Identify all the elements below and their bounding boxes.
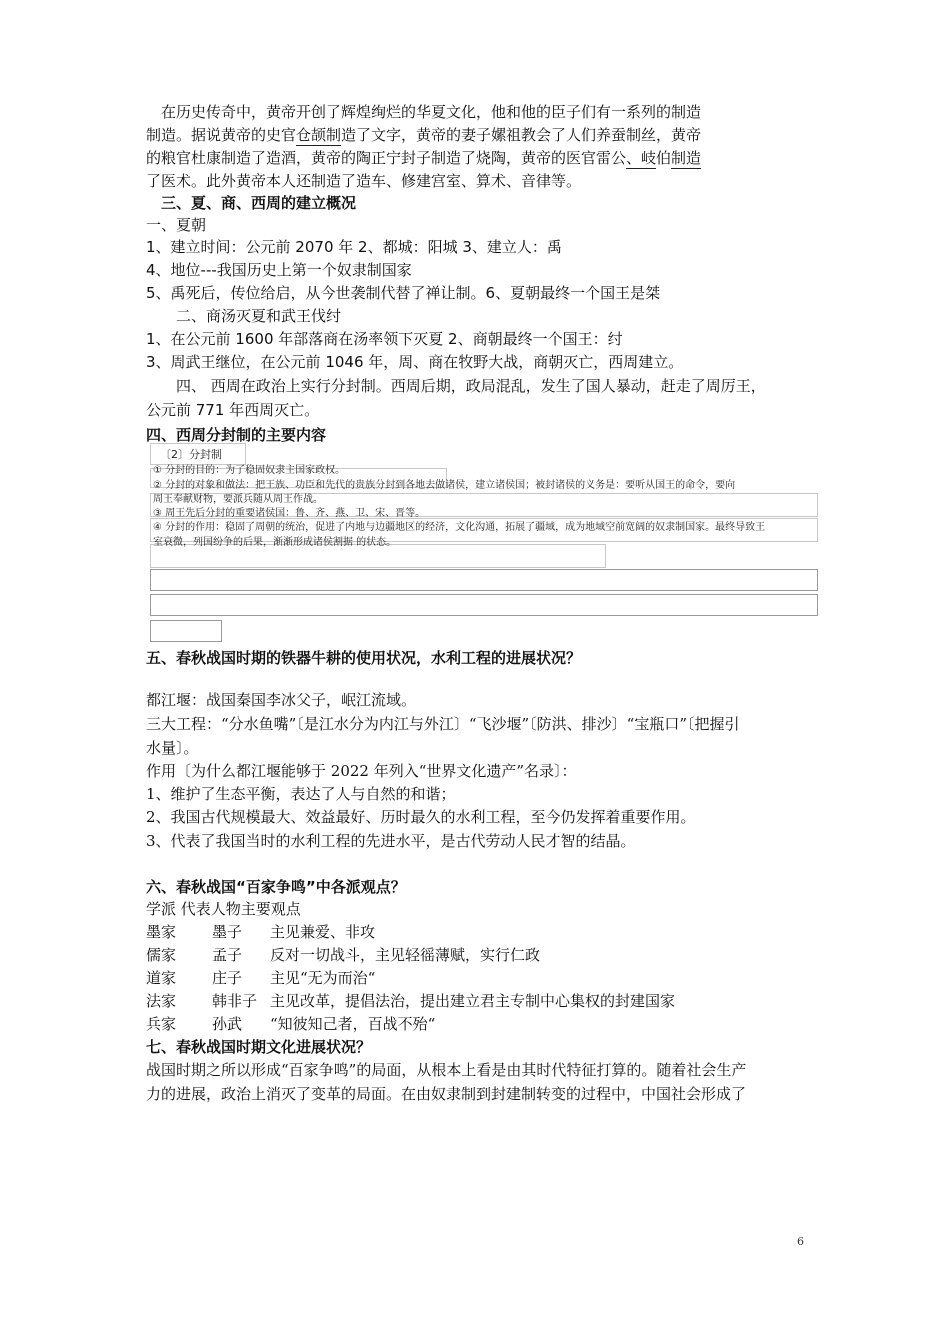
section-5-line: 水量〕。 (146, 739, 199, 757)
underlined-text: 制造 (671, 149, 702, 167)
frame-box (150, 569, 818, 591)
school-person: 孟子 (212, 946, 243, 964)
school-person: 庄子 (212, 969, 243, 987)
school-name: 墨家 (146, 923, 177, 941)
school-row (146, 990, 675, 1012)
frame-box (150, 620, 222, 642)
school-person: 孙武 (212, 1015, 243, 1033)
underlined-text: 仓颉制 (296, 126, 342, 144)
school-name: 法家 (146, 992, 177, 1010)
school-view: 主见兼爱、非攻 (270, 923, 376, 941)
school-name: 兵家 (146, 1015, 177, 1033)
school-view: 主见“无为而治“ (270, 969, 376, 987)
fengjian-item: 室衰微，列国纷争的后果，渐渐形成诸侯割据 的状态。 (153, 537, 397, 548)
school-view: 反对一切战斗，主见轻徭薄赋，实行仁政 (270, 946, 541, 964)
school-row (146, 1013, 435, 1035)
section-5-line: 三大工程：“分水鱼嘴”〔是江水分为内江与外江〕“飞沙堰”〔防洪、排沙〕“宝瓶口”〔把握引 (146, 715, 740, 733)
shang-line-1: 1、在公元前 1600 年部落商在汤率领下灭夏 2、商朝最终一个国王：纣 (146, 330, 623, 348)
xia-line-1: 1、建立时间：公元前 2070 年 2、都城：阳城 3、建立人：禹 (146, 238, 562, 256)
section-3-sub-xia: 一、夏朝 (146, 216, 207, 234)
section-6-heading: 六、春秋战国“百家争鸣”中各派观点？ (146, 878, 406, 896)
section-7-line: 战国时期之所以形成“百家争鸣”的局面，从根本上看是由其时代特征打算的。随着社会生产 (146, 1061, 747, 1079)
fengjian-item: 周王奉献财物，要派兵随从周王作战。 (153, 494, 323, 505)
school-person: 韩非子 (212, 992, 258, 1010)
section-3-sub-shang: 二、商汤灭夏和武王伐纣 (146, 307, 342, 325)
zhou-line-1: 四、 西周在政治上实行分封制。西周后期，政局混乱，发生了国人暴动，赶走了周厉王， (146, 377, 766, 395)
fengjian-item: ① 分封的目的：为了稳固奴隶主国家政权。 (153, 465, 346, 476)
school-view: “知彼知己者，百战不殆“ (270, 1015, 436, 1033)
section-5-line: 1、维护了生态平衡，表达了人与自然的和谐； (146, 785, 456, 803)
page-number: 6 (797, 1235, 804, 1248)
intro-line-2 (146, 124, 701, 146)
fengjian-item: ② 分封的对象和做法：把王族、功臣和先代的贵族分封到各地去做诸侯，建立诸侯国；被封诸侯的义务是：要听从国王的命令，要向 (153, 480, 736, 491)
section-3-heading: 三、夏、商、西周的建立概况 (146, 194, 357, 212)
section-5-line: 3、代表了我国当时的水利工程的先进水平，是古代劳动人民才智的结晶。 (146, 832, 636, 850)
school-name: 儒家 (146, 946, 177, 964)
school-row (146, 967, 375, 989)
xia-line-3: 5、禹死后，传位给启，从今世袭制代替了禅让制。6、夏朝最终一个国王是桀 (146, 284, 661, 302)
fengjian-label: 〔2〕分封制 (160, 448, 222, 461)
shang-line-2: 3、周武王继位，在公元前 1046 年，周、商在牧野大战，商朝灭亡，西周建立。 (146, 353, 684, 371)
school-table-header: 学派 代表人物主要观点 (146, 900, 301, 918)
school-row (146, 944, 540, 966)
xia-line-2: 4、地位---我国历史上第一个奴隶制国家 (146, 261, 412, 279)
school-view: 主见改革，提倡法治，提出建立君主专制中心集权的封建国家 (270, 992, 676, 1010)
school-person: 墨子 (212, 923, 243, 941)
section-5-line: 2、我国古代规模最大、效益最好、历时最久的水利工程，至今仍发挥着重要作用。 (146, 808, 696, 826)
fengjian-item: ③ 周王先后分封的重要诸侯国：鲁、齐、燕、卫、宋、晋等。 (153, 508, 426, 519)
section-4-heading: 四、西周分封制的主要内容 (146, 426, 327, 444)
section-5-line: 都江堰：战国秦国李冰父子，岷江流域。 (146, 691, 417, 709)
section-7-line: 力的进展，政治上消灭了变革的局面。在由奴隶制到封建制转变的过程中，中国社会形成了 (146, 1085, 747, 1103)
section-7-heading: 七、春秋战国时期文化进展状况？ (146, 1038, 372, 1056)
school-row (146, 921, 375, 943)
text-span: 伯 (656, 149, 672, 167)
underlined-text: 、岐 (626, 149, 657, 167)
intro-line-3 (146, 147, 701, 169)
fengjian-item: ④ 分封的作用：稳固了周朝的统治，促进了内地与边疆地区的经济，文化沟通，拓展了疆域，成为地域空前宽阔的奴隶制国家。最终导致王 (153, 522, 766, 533)
intro-line-4: 了医术。此外黄帝本人还制造了造车、修建宫室、算术、音律等。 (146, 172, 582, 190)
text-span: 制造。据说黄帝的史官 (146, 126, 297, 144)
intro-line-1: 在历史传奇中，黄帝开创了辉煌绚烂的华夏文化，他和他的臣子们有一系列的制造 (146, 103, 702, 121)
text-span: 造了文字，黄帝的妻子嫘祖教会了人们养蚕制丝，黄帝 (341, 126, 702, 144)
school-name: 道家 (146, 969, 177, 987)
frame-box (150, 594, 818, 616)
text-span: 的粮官杜康制造了造酒，黄帝的陶正宁封子制造了烧陶，黄帝的医官雷公 (146, 149, 627, 167)
zhou-line-2: 公元前 771 年西周灭亡。 (146, 401, 320, 419)
section-5-line: 作用〔为什么都江堰能够于 2022 年列入“世界文化遗产”名录〕： (146, 762, 577, 780)
section-5-heading: 五、春秋战国时期的铁器牛耕的使用状况，水利工程的进展状况？ (146, 649, 582, 667)
